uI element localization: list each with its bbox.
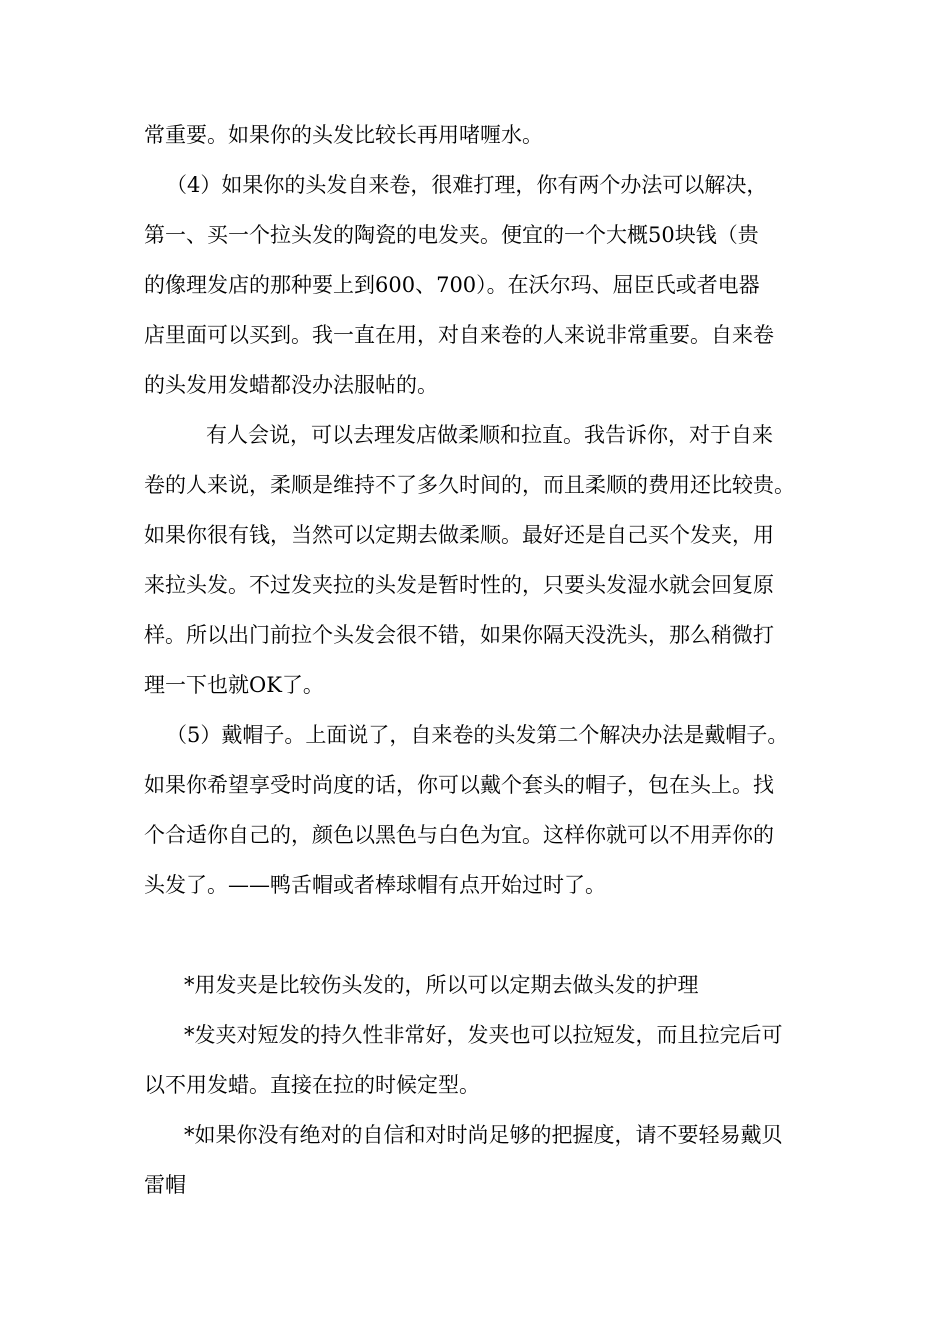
text-line: 理一下也就OK了。: [144, 673, 324, 697]
text-line: 头发了。——鸭舌帽或者棒球帽有点开始过时了。: [144, 873, 606, 897]
text-line: 样。所以出门前拉个头发会很不错，如果你隔天没洗头，那么稍微打: [144, 623, 774, 647]
text-line: 常重要。如果你的头发比较长再用啫喱水。: [144, 123, 543, 147]
text-line: 的像理发店的那种要上到600、700）。在沃尔玛、屈臣氏或者电器: [144, 273, 760, 297]
text-line: （5）戴帽子。上面说了，自来卷的头发第二个解决办法是戴帽子。: [166, 723, 789, 747]
note-line: *用发夹是比较伤头发的，所以可以定期去做头发的护理: [184, 973, 699, 997]
text-line: 的头发用发蜡都没办法服帖的。: [144, 373, 438, 397]
note-line: *发夹对短发的持久性非常好，发夹也可以拉短发，而且拉完后可: [184, 1023, 783, 1047]
text-line: 第一、买一个拉头发的陶瓷的电发夹。便宜的一个大概50块钱（贵: [144, 223, 759, 247]
text-line: 个合适你自己的，颜色以黑色与白色为宜。这样你就可以不用弄你的: [144, 823, 774, 847]
text-line: 来拉头发。不过发夹拉的头发是暂时性的，只要头发湿水就会回复原: [144, 573, 774, 597]
text-line: 店里面可以买到。我一直在用，对自来卷的人来说非常重要。自来卷: [144, 323, 774, 347]
note-line: *如果你没有绝对的自信和对时尚足够的把握度，请不要轻易戴贝: [184, 1123, 783, 1147]
note-line: 以不用发蜡。直接在拉的时候定型。: [144, 1073, 480, 1097]
text-line: 如果你很有钱，当然可以定期去做柔顺。最好还是自己买个发夹，用: [144, 523, 774, 547]
note-line: 雷帽: [144, 1173, 186, 1197]
text-line: 如果你希望享受时尚度的话，你可以戴个套头的帽子，包在头上。找: [144, 773, 774, 797]
text-line: （4）如果你的头发自来卷，很难打理，你有两个办法可以解决，: [166, 173, 768, 197]
text-line: 有人会说，可以去理发店做柔顺和拉直。我告诉你，对于自来: [206, 423, 773, 447]
text-line: 卷的人来说，柔顺是维持不了多久时间的，而且柔顺的费用还比较贵。: [144, 473, 795, 497]
